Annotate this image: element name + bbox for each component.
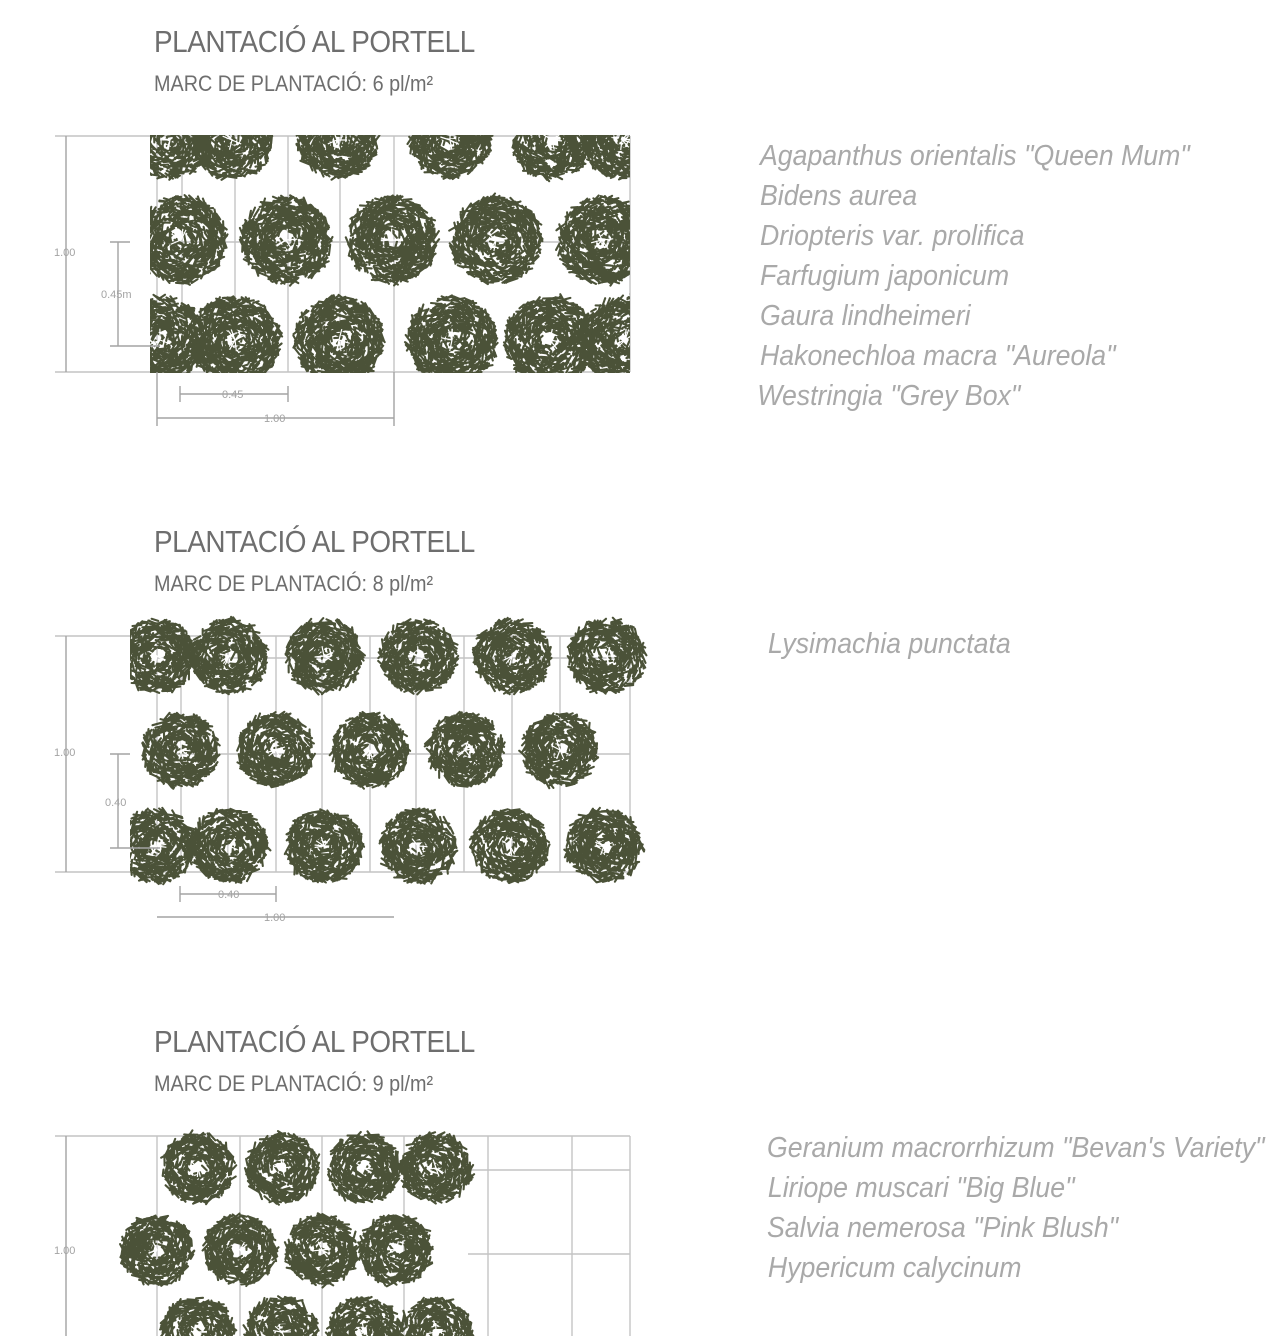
planting-section-9 bbox=[0, 1000, 1269, 1336]
species-item: Lysimachia punctata bbox=[768, 628, 1011, 660]
shrub-symbol bbox=[519, 713, 598, 788]
shrub-symbol bbox=[330, 712, 410, 789]
species-item: Hypericum calycinum bbox=[767, 1252, 1022, 1284]
dim-col-spacing-label: 0.45 bbox=[222, 389, 244, 401]
dim-height-label: 1.00 bbox=[54, 747, 76, 759]
shrub-symbol bbox=[473, 618, 552, 694]
section-title: PLANTACIÓ AL PORTELL bbox=[154, 24, 475, 59]
shrub-symbol bbox=[580, 101, 663, 180]
shrub-symbol bbox=[328, 1131, 400, 1202]
species-item: Liriope muscari "Big Blue" bbox=[767, 1172, 1075, 1204]
planting-plan-diagram bbox=[0, 608, 660, 924]
dim-width-label: 1.00 bbox=[264, 912, 286, 924]
shrub-symbol bbox=[118, 619, 199, 693]
planting-section-6 bbox=[0, 0, 1269, 500]
shrub-symbol bbox=[245, 1131, 319, 1205]
shrub-symbol bbox=[293, 295, 384, 385]
shrub-symbol bbox=[568, 618, 647, 694]
species-item: Driopteris var. prolifica bbox=[760, 220, 1025, 252]
shrub-symbol bbox=[240, 195, 333, 285]
species-item: Hakonechloa macra "Aureola" bbox=[760, 340, 1116, 372]
section-title: PLANTACIÓ AL PORTELL bbox=[154, 524, 475, 559]
planting-plan-diagram bbox=[0, 128, 660, 428]
dim-width-label: 1.00 bbox=[264, 413, 286, 425]
species-item: Agapanthus orientalis "Queen Mum" bbox=[760, 140, 1190, 172]
planting-plan-diagram bbox=[0, 1120, 660, 1336]
section-subtitle: MARC DE PLANTACIÓ: 6 pl/m² bbox=[154, 71, 434, 96]
shrub-symbol bbox=[358, 1215, 433, 1286]
species-item: Westringia "Grey Box" bbox=[757, 380, 1021, 412]
shrub-symbol bbox=[564, 808, 644, 882]
dim-col-spacing-label: 0.40 bbox=[218, 889, 240, 901]
species-list bbox=[767, 1128, 1265, 1288]
species-list bbox=[757, 136, 1190, 416]
shrub-symbol bbox=[161, 1130, 236, 1204]
section-title: PLANTACIÓ AL PORTELL bbox=[154, 1024, 475, 1059]
shrub-symbol bbox=[160, 1298, 236, 1336]
shrub-symbol bbox=[326, 1297, 403, 1336]
shrub-symbol bbox=[134, 195, 227, 285]
dim-row-spacing-label: 0.40 bbox=[105, 797, 127, 809]
shrub-symbol bbox=[297, 100, 380, 180]
shrub-symbol bbox=[190, 102, 272, 180]
shrub-symbol bbox=[408, 101, 493, 179]
shrub-symbol bbox=[346, 196, 439, 286]
species-item: Bidens aurea bbox=[760, 180, 918, 212]
shrub-symbol bbox=[425, 712, 505, 787]
species-item: Salvia nemerosa "Pink Blush" bbox=[767, 1212, 1119, 1244]
shrub-symbol bbox=[378, 619, 458, 694]
shrub-symbol bbox=[244, 1296, 319, 1336]
dim-height-label: 1.00 bbox=[54, 1245, 76, 1257]
shrub-symbol bbox=[449, 194, 542, 285]
shrub-symbol bbox=[470, 809, 550, 883]
shrub-symbol bbox=[399, 1298, 474, 1336]
shrub-symbol bbox=[117, 808, 198, 884]
species-item: Farfugium japonicum bbox=[760, 260, 1010, 292]
shrub-symbol bbox=[142, 713, 219, 789]
shrub-symbol bbox=[190, 617, 269, 694]
section-subtitle: MARC DE PLANTACIÓ: 9 pl/m² bbox=[154, 1071, 434, 1096]
dim-height-label: 1.00 bbox=[54, 247, 76, 259]
dim-row-spacing-label: 0.45m bbox=[101, 289, 132, 301]
planting-section-8 bbox=[0, 500, 1269, 1000]
section-subtitle: MARC DE PLANTACIÓ: 8 pl/m² bbox=[154, 571, 434, 596]
shrub-symbol bbox=[286, 618, 365, 694]
species-item: Gaura lindheimeri bbox=[760, 300, 971, 332]
shrub-symbol bbox=[285, 1213, 359, 1287]
shrub-symbol bbox=[556, 196, 648, 286]
species-item: Geranium macrorrhizum "Bevan's Variety" bbox=[767, 1132, 1265, 1164]
species-list bbox=[768, 624, 1011, 664]
shrub-symbol bbox=[398, 1132, 474, 1203]
